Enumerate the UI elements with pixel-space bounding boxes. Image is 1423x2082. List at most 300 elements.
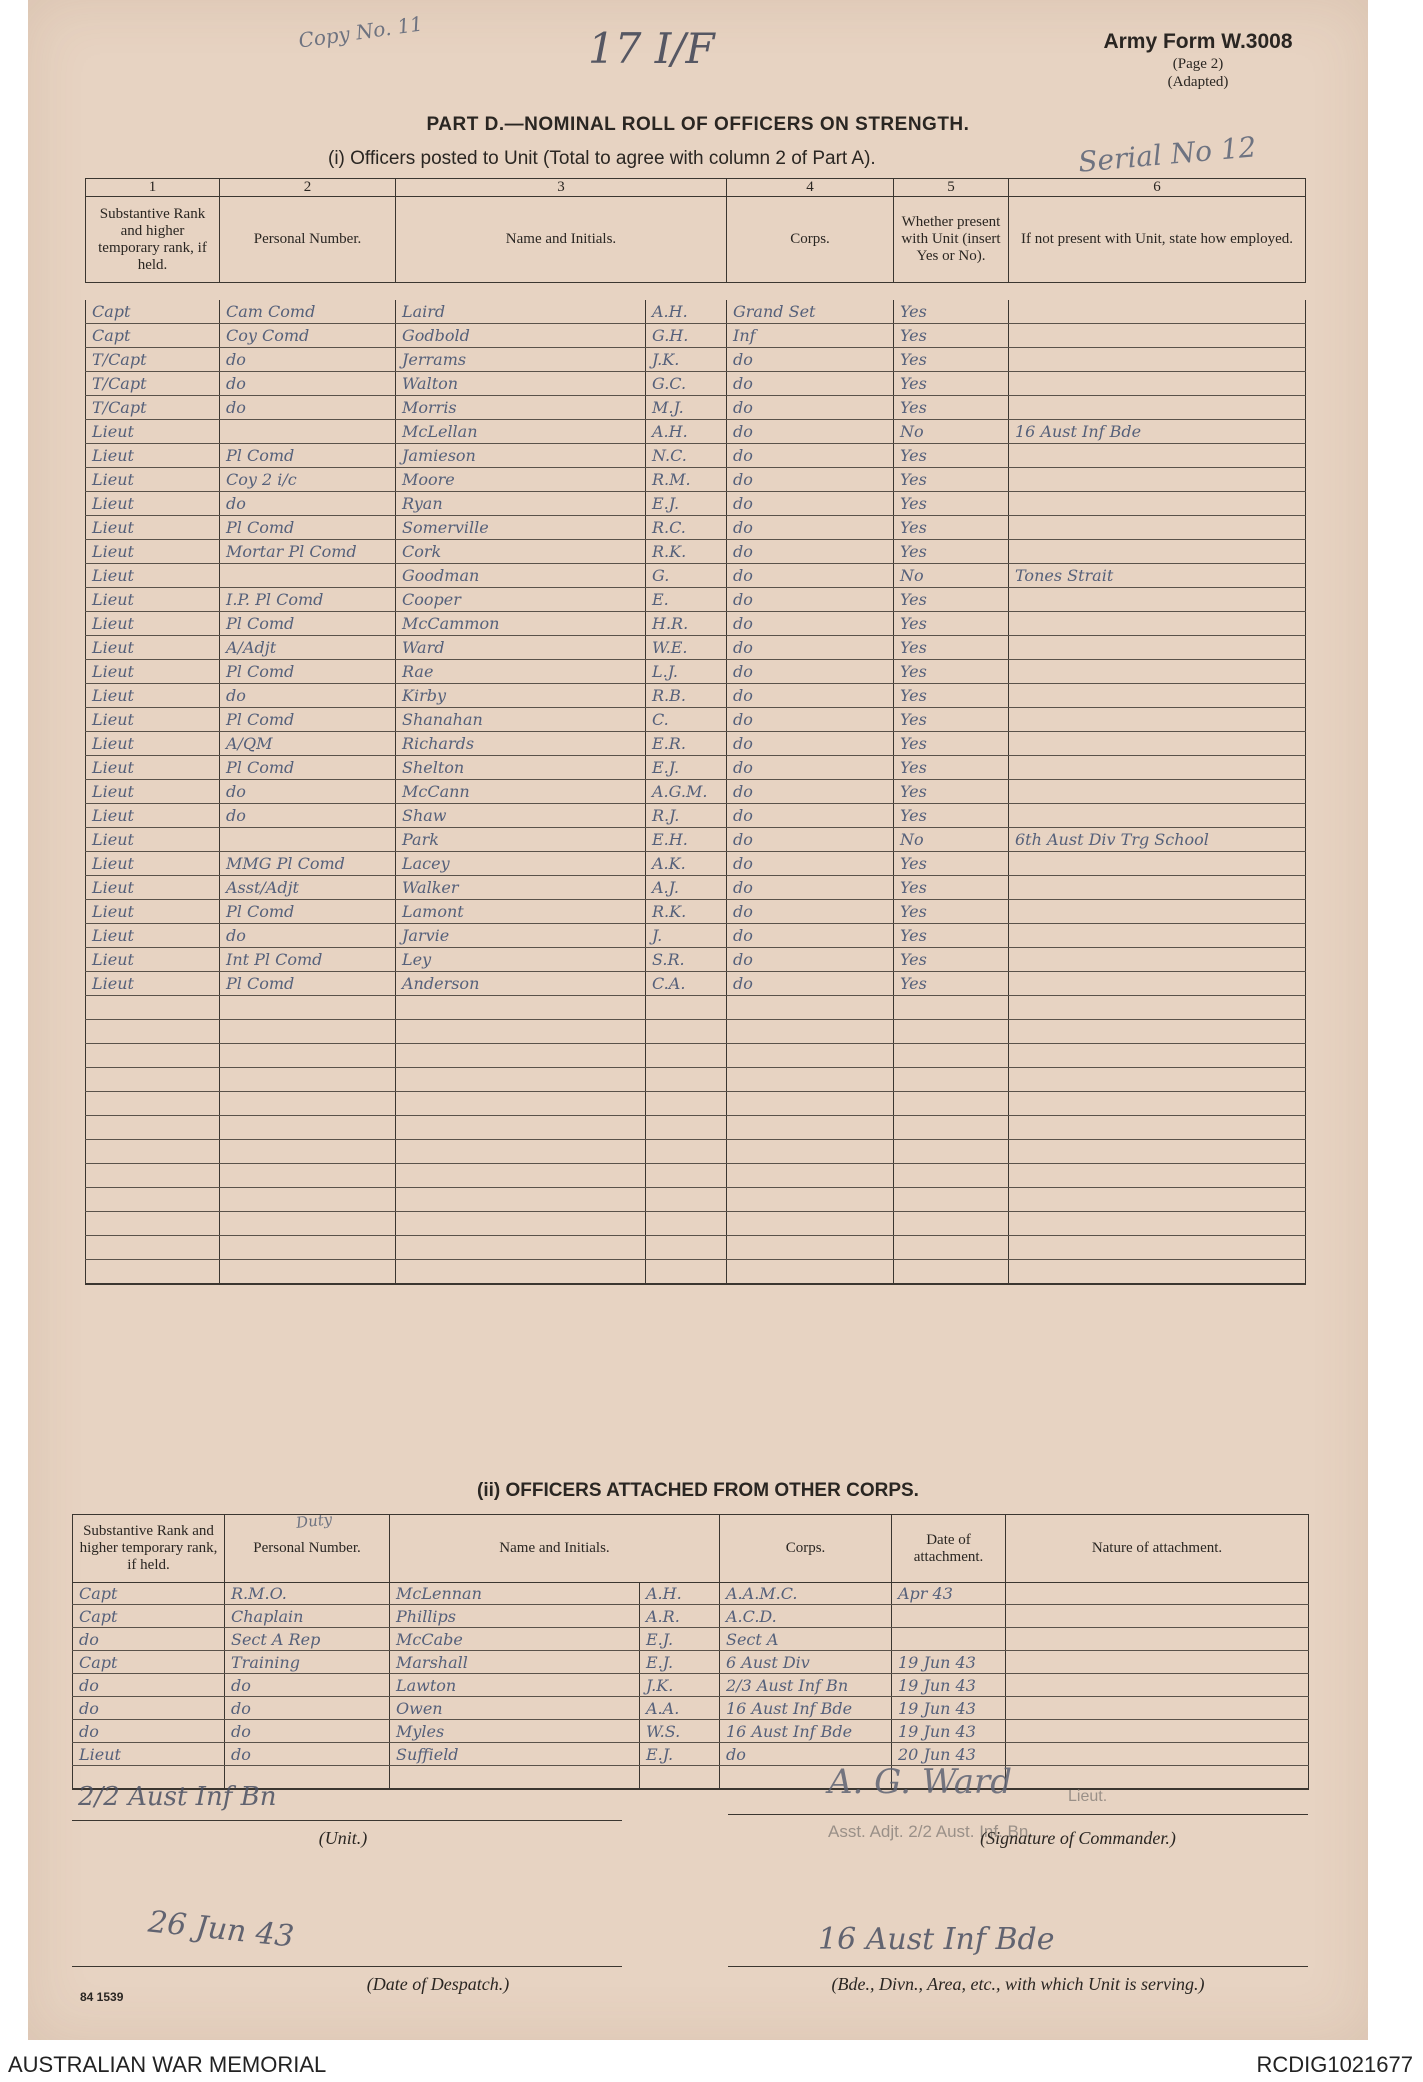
blank-cell <box>894 1260 1009 1285</box>
employment-cell <box>1009 540 1306 564</box>
employment-cell <box>1009 924 1306 948</box>
employment-cell: 6th Aust Div Trg School <box>1009 828 1306 852</box>
brigade-value: 16 Aust Inf Bde <box>818 1922 1055 1957</box>
part-d-subtitle: (i) Officers posted to Unit (Total to agree with column 2 of Part A). <box>328 148 876 169</box>
name-cell: McLellan <box>396 420 646 444</box>
attachment-date-cell: 19 Jun 43 <box>892 1720 1006 1743</box>
signature-label: (Signature of Commander.) <box>980 1828 1176 1848</box>
personal-number-cell: Chaplain <box>225 1605 390 1628</box>
initials-cell: C.A. <box>646 972 727 996</box>
corps-cell: do <box>727 876 894 900</box>
name-cell: Godbold <box>396 324 646 348</box>
rank-cell: Lieut <box>86 612 220 636</box>
corps-cell: Grand Set <box>727 300 894 324</box>
blank-cell <box>220 1092 396 1116</box>
initials-cell: S.R. <box>646 948 727 972</box>
officer-row <box>86 300 1306 324</box>
present-cell: No <box>894 564 1009 588</box>
initials-cell: J.K. <box>640 1674 720 1697</box>
personal-number-cell: A/Adjt <box>220 636 396 660</box>
name-cell: Lacey <box>396 852 646 876</box>
name-cell: Ward <box>396 636 646 660</box>
blank-cell <box>220 1188 396 1212</box>
initials-cell: R.J. <box>646 804 727 828</box>
personal-number-cell: Pl Comd <box>220 972 396 996</box>
blank-cell <box>396 1044 646 1068</box>
rank-cell: Lieut <box>86 804 220 828</box>
officer-row <box>86 708 1306 732</box>
employment-cell <box>1009 900 1306 924</box>
blank-cell <box>646 1188 727 1212</box>
blank-cell <box>220 1212 396 1236</box>
name-cell: Shanahan <box>396 708 646 732</box>
rank-cell: Capt <box>86 324 220 348</box>
personal-number-cell: Pl Comd <box>220 444 396 468</box>
col-number-2: 2 <box>220 179 396 197</box>
handwritten-serial-note: Serial No 12 <box>1076 130 1258 179</box>
blank-cell <box>86 1116 220 1140</box>
present-cell: Yes <box>894 924 1009 948</box>
name-cell: Ley <box>396 948 646 972</box>
blank-cell <box>1009 1140 1306 1164</box>
employment-cell <box>1009 612 1306 636</box>
personal-number-cell: Sect A Rep <box>225 1628 390 1651</box>
employment-cell <box>1009 684 1306 708</box>
nature-cell <box>1006 1628 1309 1651</box>
initials-cell: A.K. <box>646 852 727 876</box>
name-cell: Cooper <box>396 588 646 612</box>
employment-cell <box>1009 300 1306 324</box>
name-cell: Park <box>396 828 646 852</box>
rank-cell: Capt <box>86 300 220 324</box>
present-cell: Yes <box>894 900 1009 924</box>
initials-cell: A.H. <box>646 420 727 444</box>
corps-cell: Inf <box>727 324 894 348</box>
rank-cell: T/Capt <box>86 348 220 372</box>
officer-row <box>86 876 1306 900</box>
blank-cell <box>396 1068 646 1092</box>
rank-cell: Lieut <box>86 876 220 900</box>
officer-row <box>86 516 1306 540</box>
rank-cell: T/Capt <box>86 372 220 396</box>
name-cell: Anderson <box>396 972 646 996</box>
nature-cell <box>1006 1674 1309 1697</box>
initials-cell: H.R. <box>646 612 727 636</box>
initials-cell: E.R. <box>646 732 727 756</box>
name-cell: Morris <box>396 396 646 420</box>
rank-cell: Lieut <box>86 420 220 444</box>
corps-cell: do <box>727 420 894 444</box>
corps-cell: do <box>727 924 894 948</box>
rank-cell: Lieut <box>86 828 220 852</box>
personal-number-cell: do <box>220 780 396 804</box>
employment-cell <box>1009 588 1306 612</box>
blank-cell <box>646 1236 727 1260</box>
officer-row <box>86 372 1306 396</box>
rank-cell: do <box>73 1628 225 1651</box>
personal-number-cell: MMG Pl Comd <box>220 852 396 876</box>
corps-cell: do <box>727 948 894 972</box>
initials-cell: R.K. <box>646 540 727 564</box>
name-cell: Jamieson <box>396 444 646 468</box>
personal-number-cell: do <box>220 924 396 948</box>
personal-number-cell: Asst/Adjt <box>220 876 396 900</box>
present-cell: Yes <box>894 396 1009 420</box>
handwritten-duty-note: Duty <box>295 1510 334 1532</box>
corps-cell: do <box>720 1743 892 1766</box>
form-adapted: (Adapted) <box>1167 74 1229 90</box>
attached-header-nature: Nature of attachment. <box>1006 1515 1309 1583</box>
rank-cell: Capt <box>73 1605 225 1628</box>
officers-roll-header <box>85 178 1306 283</box>
initials-cell: J.K. <box>646 348 727 372</box>
initials-cell: G.C. <box>646 372 727 396</box>
attachment-date-cell: 19 Jun 43 <box>892 1674 1006 1697</box>
officer-row <box>86 972 1306 996</box>
rank-cell: Lieut <box>86 588 220 612</box>
corps-cell: do <box>727 972 894 996</box>
initials-cell: N.C. <box>646 444 727 468</box>
present-cell: Yes <box>894 852 1009 876</box>
present-cell: Yes <box>894 780 1009 804</box>
blank-cell <box>86 996 220 1020</box>
blank-cell <box>220 1044 396 1068</box>
rank-cell: Lieut <box>86 756 220 780</box>
brigade-label: (Bde., Divn., Area, etc., with which Unit is serving.) <box>831 1974 1205 1994</box>
blank-cell <box>727 1068 894 1092</box>
attachment-date-cell <box>892 1628 1006 1651</box>
nature-cell <box>1006 1651 1309 1674</box>
blank-cell <box>727 1044 894 1068</box>
officer-blank-row <box>86 1140 1306 1164</box>
personal-number-cell <box>220 828 396 852</box>
officer-blank-row <box>86 1092 1306 1116</box>
blank-cell <box>220 1164 396 1188</box>
officer-row <box>86 492 1306 516</box>
col-number-5: 5 <box>894 179 1009 197</box>
signature-line <box>728 1814 1308 1815</box>
initials-cell: A.A. <box>640 1697 720 1720</box>
officer-row <box>86 900 1306 924</box>
form-name: Army Form W.3008 <box>1103 30 1293 53</box>
officer-blank-row <box>86 1164 1306 1188</box>
corps-cell: 2/3 Aust Inf Bn <box>720 1674 892 1697</box>
officer-row <box>86 588 1306 612</box>
present-cell: Yes <box>894 324 1009 348</box>
personal-number-cell: Coy 2 i/c <box>220 468 396 492</box>
initials-cell: A.J. <box>646 876 727 900</box>
attachment-date-cell: Apr 43 <box>892 1582 1006 1605</box>
blank-cell <box>727 1020 894 1044</box>
unit-value: 2/2 Aust Inf Bn <box>78 1782 277 1812</box>
attached-header-date: Date of attachment. <box>892 1515 1006 1583</box>
present-cell: Yes <box>894 708 1009 732</box>
blank-cell <box>894 1092 1009 1116</box>
blank-cell <box>1009 1260 1306 1285</box>
personal-number-cell: Training <box>225 1651 390 1674</box>
corps-cell: do <box>727 684 894 708</box>
rank-cell: Lieut <box>86 972 220 996</box>
blank-cell <box>646 1044 727 1068</box>
rank-cell: Lieut <box>86 444 220 468</box>
attached-officer-row <box>73 1674 1309 1697</box>
corps-cell: A.A.M.C. <box>720 1582 892 1605</box>
personal-number-cell: do <box>225 1743 390 1766</box>
personal-number-cell: Pl Comd <box>220 660 396 684</box>
employment-cell <box>1009 636 1306 660</box>
initials-cell: E.J. <box>646 492 727 516</box>
personal-number-cell: do <box>225 1697 390 1720</box>
employment-cell <box>1009 972 1306 996</box>
initials-cell: A.G.M. <box>646 780 727 804</box>
corps-cell: do <box>727 492 894 516</box>
officers-roll-body <box>85 300 1306 1285</box>
attached-header-corps: Corps. <box>720 1515 892 1583</box>
personal-number-cell: do <box>220 684 396 708</box>
present-cell: Yes <box>894 756 1009 780</box>
blank-cell <box>396 1092 646 1116</box>
personal-number-cell: I.P. Pl Comd <box>220 588 396 612</box>
personal-number-cell: Cam Comd <box>220 300 396 324</box>
corps-cell: do <box>727 756 894 780</box>
present-cell: Yes <box>894 444 1009 468</box>
officer-blank-row <box>86 1236 1306 1260</box>
rank-cell: do <box>73 1697 225 1720</box>
initials-cell: G.H. <box>646 324 727 348</box>
rank-cell: Lieut <box>86 492 220 516</box>
rank-cell: Lieut <box>86 540 220 564</box>
col-number-3: 3 <box>396 179 727 197</box>
blank-cell <box>220 996 396 1020</box>
rank-cell: Lieut <box>86 852 220 876</box>
corps-cell: do <box>727 660 894 684</box>
print-code: 84 1539 <box>80 1990 124 2004</box>
corps-cell: Sect A <box>720 1628 892 1651</box>
rank-cell: Lieut <box>73 1743 225 1766</box>
employment-cell <box>1009 708 1306 732</box>
blank-cell <box>396 1260 646 1285</box>
initials-cell: W.E. <box>646 636 727 660</box>
attached-officer-row <box>73 1720 1309 1743</box>
employment-cell <box>1009 516 1306 540</box>
initials-cell: G. <box>646 564 727 588</box>
blank-cell <box>220 1020 396 1044</box>
employment-cell <box>1009 444 1306 468</box>
blank-cell <box>220 1140 396 1164</box>
name-cell: Moore <box>396 468 646 492</box>
blank-cell <box>390 1766 640 1790</box>
rank-cell: Lieut <box>86 780 220 804</box>
initials-cell: L.J. <box>646 660 727 684</box>
part-d-title: PART D.—NOMINAL ROLL OF OFFICERS ON STRENGTH. <box>426 114 970 135</box>
despatch-date-value: 26 Jun 43 <box>146 1904 296 1955</box>
name-cell: Rae <box>396 660 646 684</box>
initials-cell: R.C. <box>646 516 727 540</box>
blank-cell <box>894 1020 1009 1044</box>
officer-blank-row <box>86 1260 1306 1285</box>
rank-cell: Lieut <box>86 468 220 492</box>
present-cell: Yes <box>894 372 1009 396</box>
name-cell: Lawton <box>390 1674 640 1697</box>
employment-cell <box>1009 948 1306 972</box>
archive-name: AUSTRALIAN WAR MEMORIAL <box>8 2052 327 2077</box>
corps-cell: do <box>727 444 894 468</box>
attached-officer-row <box>73 1605 1309 1628</box>
name-cell: Suffield <box>390 1743 640 1766</box>
present-cell: Yes <box>894 516 1009 540</box>
blank-cell <box>86 1140 220 1164</box>
personal-number-cell: R.M.O. <box>225 1582 390 1605</box>
attached-header-personal-number: Personal Number. <box>225 1515 390 1583</box>
nature-cell <box>1006 1605 1309 1628</box>
name-cell: Cork <box>396 540 646 564</box>
corps-cell: do <box>727 804 894 828</box>
initials-cell: R.B. <box>646 684 727 708</box>
officer-blank-row <box>86 1116 1306 1140</box>
blank-cell <box>86 1044 220 1068</box>
col-number-6: 6 <box>1009 179 1306 197</box>
blank-cell <box>727 1212 894 1236</box>
name-cell: Laird <box>396 300 646 324</box>
employment-cell <box>1009 396 1306 420</box>
blank-cell <box>727 996 894 1020</box>
present-cell: Yes <box>894 612 1009 636</box>
handwritten-folio-number: 17 I/F <box>588 24 715 73</box>
blank-cell <box>86 1164 220 1188</box>
unit-line <box>72 1820 622 1821</box>
corps-cell: do <box>727 636 894 660</box>
header-personal-number: Personal Number. <box>220 197 396 283</box>
corps-cell: do <box>727 780 894 804</box>
blank-cell <box>396 996 646 1020</box>
personal-number-cell: Int Pl Comd <box>220 948 396 972</box>
blank-cell <box>220 1068 396 1092</box>
personal-number-cell: Pl Comd <box>220 756 396 780</box>
initials-cell: E.J. <box>640 1628 720 1651</box>
blank-cell <box>396 1188 646 1212</box>
attached-officer-row <box>73 1582 1309 1605</box>
name-cell: McCammon <box>396 612 646 636</box>
attached-officer-row <box>73 1697 1309 1720</box>
rank-cell: Capt <box>73 1651 225 1674</box>
name-cell: Walker <box>396 876 646 900</box>
personal-number-cell: do <box>220 348 396 372</box>
present-cell: No <box>894 420 1009 444</box>
personal-number-cell: do <box>225 1720 390 1743</box>
employment-cell <box>1009 348 1306 372</box>
blank-cell <box>396 1020 646 1044</box>
blank-cell <box>1009 1020 1306 1044</box>
initials-cell: W.S. <box>640 1720 720 1743</box>
officer-row <box>86 468 1306 492</box>
initials-cell: R.M. <box>646 468 727 492</box>
name-cell: McCabe <box>390 1628 640 1651</box>
rank-cell: Lieut <box>86 900 220 924</box>
blank-cell <box>396 1116 646 1140</box>
officer-blank-row <box>86 1068 1306 1092</box>
name-cell: Ryan <box>396 492 646 516</box>
name-cell: McCann <box>396 780 646 804</box>
corps-cell: do <box>727 564 894 588</box>
initials-cell: E.J. <box>640 1743 720 1766</box>
blank-cell <box>86 1188 220 1212</box>
blank-cell <box>727 1188 894 1212</box>
blank-cell <box>1009 1188 1306 1212</box>
name-cell: Myles <box>390 1720 640 1743</box>
present-cell: Yes <box>894 492 1009 516</box>
attached-officers-header <box>72 1514 1309 1583</box>
blank-cell <box>646 1020 727 1044</box>
present-cell: Yes <box>894 636 1009 660</box>
corps-cell: do <box>727 828 894 852</box>
blank-cell <box>894 1044 1009 1068</box>
personal-number-cell: Pl Comd <box>220 612 396 636</box>
present-cell: Yes <box>894 660 1009 684</box>
name-cell: Shelton <box>396 756 646 780</box>
personal-number-cell: Pl Comd <box>220 900 396 924</box>
present-cell: Yes <box>894 948 1009 972</box>
blank-cell <box>396 1212 646 1236</box>
blank-cell <box>894 1188 1009 1212</box>
corps-cell: do <box>727 396 894 420</box>
blank-cell <box>646 1212 727 1236</box>
personal-number-cell: Mortar Pl Comd <box>220 540 396 564</box>
commander-signature: A. G. Ward <box>828 1762 1013 1802</box>
form-page-number: (Page 2) <box>1172 56 1224 72</box>
officer-row <box>86 540 1306 564</box>
corps-cell: do <box>727 732 894 756</box>
employment-cell <box>1009 732 1306 756</box>
corps-cell: 16 Aust Inf Bde <box>720 1697 892 1720</box>
corps-cell: 16 Aust Inf Bde <box>720 1720 892 1743</box>
corps-cell: do <box>727 900 894 924</box>
blank-cell <box>1009 1116 1306 1140</box>
name-cell: Marshall <box>390 1651 640 1674</box>
col-number-1: 1 <box>86 179 220 197</box>
officer-row <box>86 612 1306 636</box>
blank-cell <box>646 1068 727 1092</box>
blank-cell <box>86 1212 220 1236</box>
employment-cell <box>1009 852 1306 876</box>
employment-cell <box>1009 492 1306 516</box>
attachment-date-cell: 19 Jun 43 <box>892 1697 1006 1720</box>
officer-row <box>86 732 1306 756</box>
personal-number-cell: Pl Comd <box>220 708 396 732</box>
header-employment: If not present with Unit, state how employed. <box>1009 197 1306 283</box>
officer-row <box>86 756 1306 780</box>
corps-cell: do <box>727 612 894 636</box>
name-cell: Walton <box>396 372 646 396</box>
nature-cell <box>1006 1582 1309 1605</box>
blank-cell <box>640 1766 720 1790</box>
rank-cell: Lieut <box>86 708 220 732</box>
initials-cell: E. <box>646 588 727 612</box>
blank-cell <box>894 1212 1009 1236</box>
corps-cell: do <box>727 348 894 372</box>
officer-row <box>86 780 1306 804</box>
present-cell: Yes <box>894 300 1009 324</box>
blank-cell <box>894 1164 1009 1188</box>
officer-row <box>86 660 1306 684</box>
attached-officer-row <box>73 1743 1309 1766</box>
initials-cell: M.J. <box>646 396 727 420</box>
employment-cell: 16 Aust Inf Bde <box>1009 420 1306 444</box>
name-cell: Jarvie <box>396 924 646 948</box>
blank-cell <box>396 1140 646 1164</box>
officer-blank-row <box>86 996 1306 1020</box>
officer-row <box>86 852 1306 876</box>
initials-cell: C. <box>646 708 727 732</box>
